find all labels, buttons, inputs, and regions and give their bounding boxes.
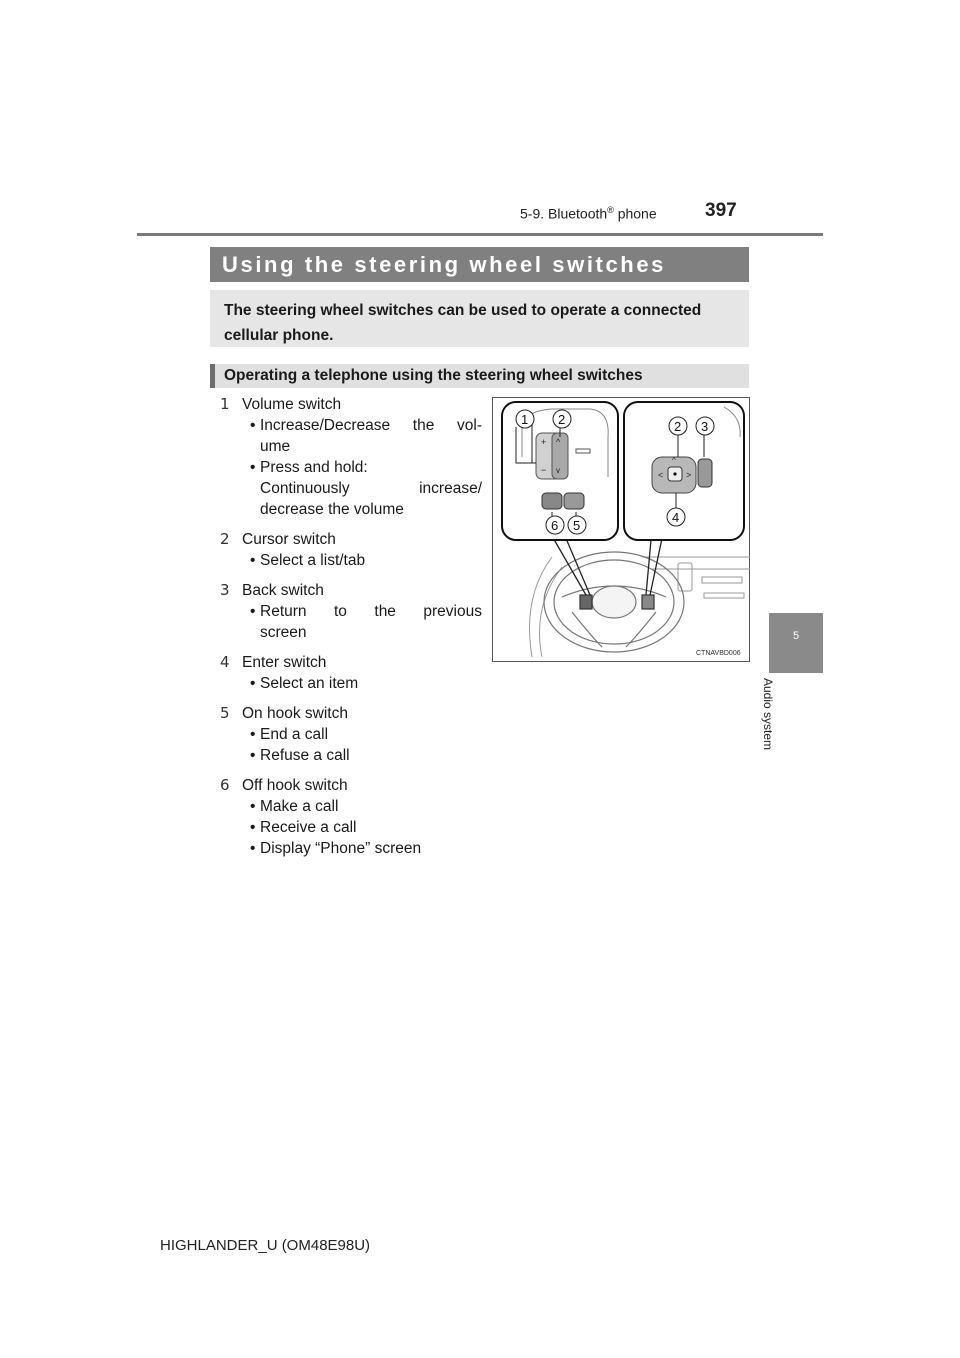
section-heading: Using the steering wheel switches bbox=[210, 247, 749, 282]
intro-box bbox=[210, 290, 749, 347]
item-detail: • End a call bbox=[250, 724, 482, 745]
item-number: 6 bbox=[220, 776, 230, 794]
callout-label: 4 bbox=[672, 510, 680, 525]
chapter-tab-label: Audio system bbox=[761, 678, 775, 751]
header-rule bbox=[137, 233, 823, 236]
item-label: Enter switch bbox=[242, 654, 327, 671]
item-label: Off hook switch bbox=[242, 777, 348, 794]
chapter-tab-number: 5 bbox=[792, 630, 800, 642]
steering-wheel-illustration bbox=[492, 397, 750, 662]
item-detail: • Make a call bbox=[250, 796, 482, 817]
figure-code: CTNAVBD006 bbox=[696, 650, 741, 657]
item-detail: • Receive a call bbox=[250, 817, 482, 838]
callout-label: 2 bbox=[674, 419, 682, 434]
list-item bbox=[220, 580, 482, 643]
item-number: 5 bbox=[220, 704, 230, 722]
list-item bbox=[220, 775, 482, 859]
callout-label: 2 bbox=[558, 412, 566, 427]
list-item bbox=[220, 703, 482, 766]
subheading: Operating a telephone using the steering wheel switches bbox=[210, 364, 749, 388]
item-detail: • Press and hold: Continuously increase/ decrease the volume bbox=[250, 457, 482, 520]
item-number: 3 bbox=[220, 581, 230, 599]
item-detail: • Refuse a call bbox=[250, 745, 482, 766]
page-number: 397 bbox=[705, 200, 737, 221]
left-switch-inset bbox=[502, 402, 618, 540]
item-label: Volume switch bbox=[242, 396, 342, 413]
svg-text:>: > bbox=[686, 470, 692, 480]
item-number: 2 bbox=[220, 530, 230, 548]
callout-label: 5 bbox=[573, 518, 581, 533]
svg-text:v: v bbox=[556, 466, 560, 475]
callout-label: 6 bbox=[551, 518, 559, 533]
right-switch-inset bbox=[624, 402, 744, 540]
item-number: 1 bbox=[220, 395, 230, 413]
intro-text: The steering wheel switches can be used to operate a connected cellular phone. bbox=[224, 302, 702, 344]
chapter-tab bbox=[769, 613, 823, 673]
item-number: 4 bbox=[220, 653, 230, 671]
svg-text:^: ^ bbox=[556, 437, 561, 447]
item-detail: • Select an item bbox=[250, 673, 482, 694]
item-detail: • Increase/Decrease the vol- ume bbox=[250, 415, 482, 457]
item-label: Cursor switch bbox=[242, 531, 336, 548]
list-item bbox=[220, 529, 482, 571]
svg-text:<: < bbox=[658, 470, 664, 480]
svg-text:+: + bbox=[541, 437, 547, 447]
callout-label: 3 bbox=[701, 419, 709, 434]
switch-list bbox=[220, 394, 482, 868]
list-item bbox=[220, 652, 482, 694]
section-title: 5-9. Bluetooth® phone bbox=[520, 205, 657, 222]
footer-manual-code: HIGHLANDER_U (OM48E98U) bbox=[160, 1237, 371, 1254]
item-detail: • Display “Phone” screen bbox=[250, 838, 482, 859]
svg-text:^: ^ bbox=[672, 456, 676, 465]
svg-text:−: − bbox=[541, 465, 547, 475]
list-item bbox=[220, 394, 482, 520]
item-label: Back switch bbox=[242, 582, 324, 599]
item-detail: • Select a list/tab bbox=[250, 550, 482, 571]
callout-label: 1 bbox=[521, 412, 529, 427]
item-detail: • Return to the previous screen bbox=[250, 601, 482, 643]
item-label: On hook switch bbox=[242, 705, 348, 722]
